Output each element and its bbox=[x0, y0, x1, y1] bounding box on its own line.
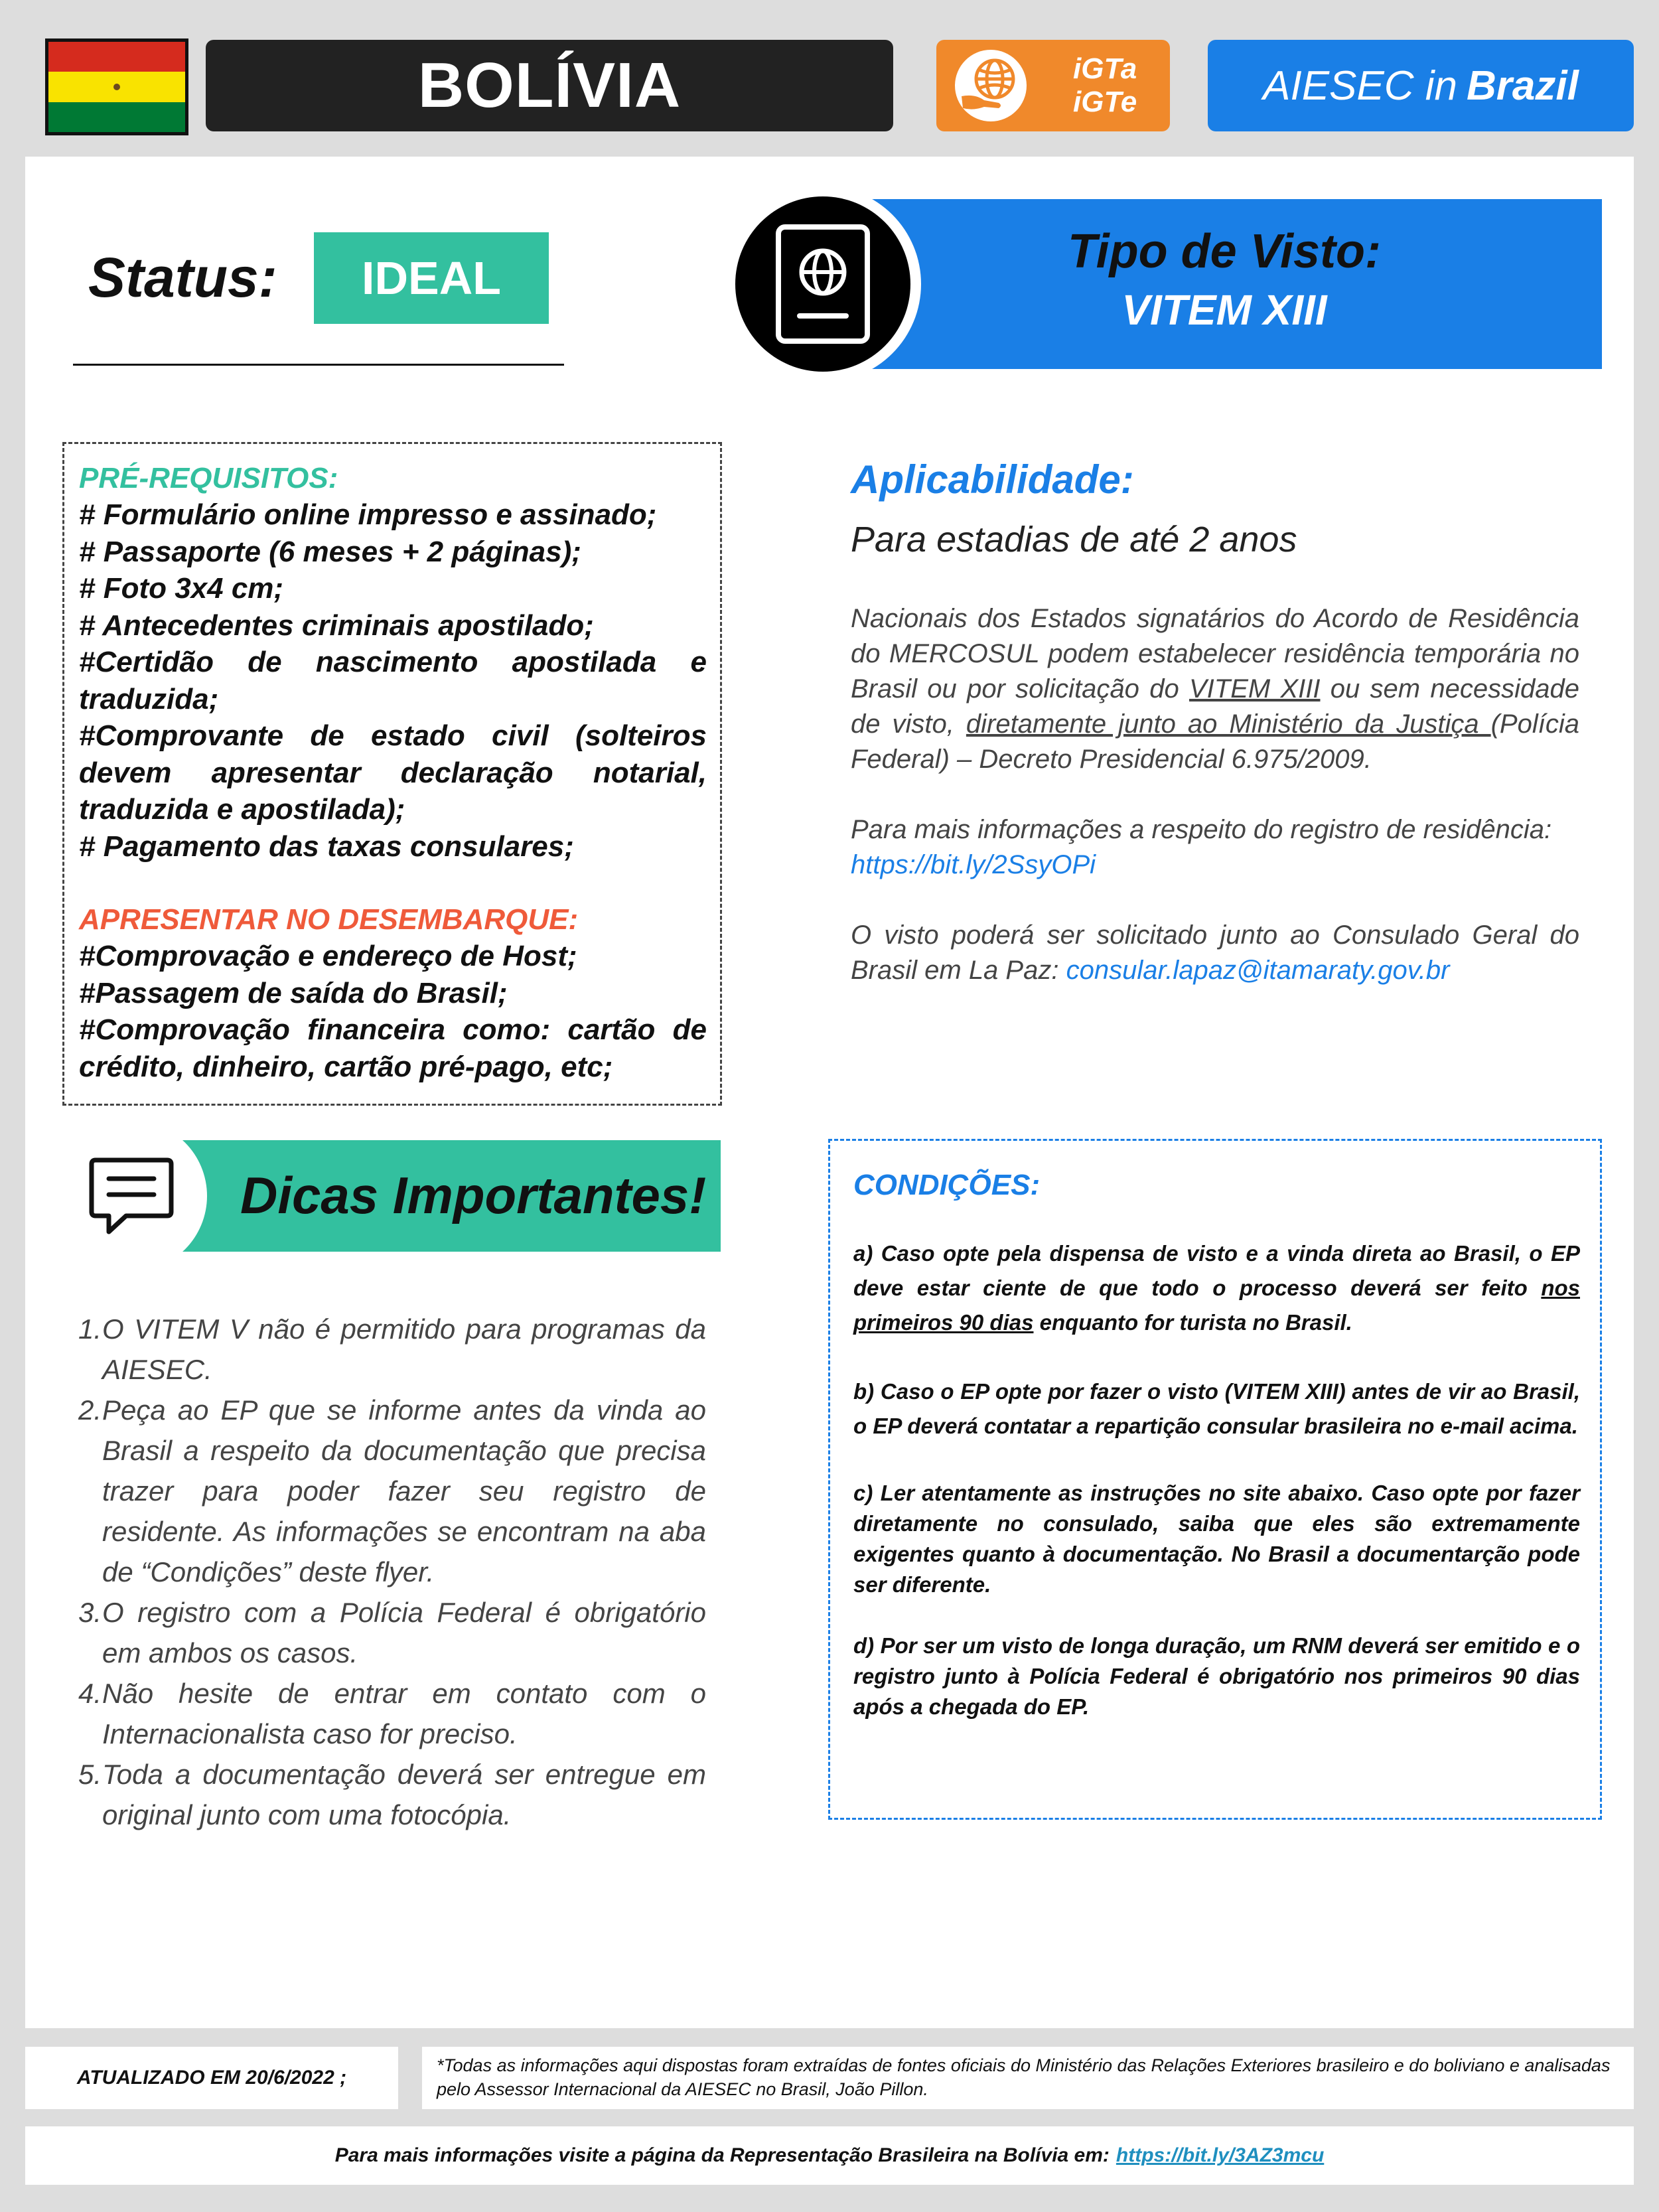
prerequisites-heading: PRÉ-REQUISITOS: bbox=[79, 462, 338, 494]
tips-title: Dicas Importantes! bbox=[240, 1166, 707, 1224]
applicability-paragraph: Nacionais dos Estados signatários do Acordo de Residência do MERCOSUL podem estabelecer residência temporária no Brasil ou por solicitação do VITEM XIII ou sem necessidade de visto, diretamente junto ao Ministério da Justiça (Polícia Federal) – Decreto Presidencial 6.975/2009. bbox=[851, 604, 1580, 774]
ministry-underline: diretamente junto ao Ministério da Justiça bbox=[966, 709, 1491, 739]
list-item: 3. O registro com a Polícia Federal é obrigatório em ambos os casos. bbox=[78, 1597, 706, 1668]
conditions-box bbox=[828, 1139, 1602, 1820]
applicability-body bbox=[851, 601, 1579, 1023]
status-label: Status: bbox=[88, 246, 277, 309]
org-prefix: AIESEC in bbox=[1263, 62, 1458, 109]
residence-info-link[interactable]: https://bit.ly/2SsyOPi bbox=[851, 850, 1096, 879]
tips-list bbox=[78, 1309, 706, 1835]
vitem-underline: VITEM XIII bbox=[1189, 674, 1321, 703]
program-line-2: iGTe bbox=[1073, 86, 1137, 118]
globe-hand-icon bbox=[955, 50, 1027, 121]
chat-bubble-icon bbox=[56, 1120, 207, 1272]
bolivia-flag-icon bbox=[45, 38, 188, 135]
more-info-bar bbox=[25, 2126, 1634, 2185]
list-item: 1. O VITEM V não é permitido para programas da AIESEC. bbox=[78, 1313, 706, 1385]
prerequisite-item: #Comprovante de estado civil (solteiros devem apresentar declaração notarial, traduzida e apostilada); bbox=[79, 719, 707, 826]
arrival-item: #Comprovação financeira como: cartão de crédito, dinheiro, cartão pré-pago, etc; bbox=[79, 1013, 707, 1083]
org-badge bbox=[1208, 40, 1634, 131]
list-item: 4. Não hesite de entrar em contato com o Internacionalista caso for preciso. bbox=[78, 1678, 706, 1749]
prerequisites-box bbox=[62, 442, 722, 1106]
applicability-title: Aplicabilidade: bbox=[851, 457, 1134, 502]
applicability-subtitle: Para estadias de até 2 anos bbox=[851, 520, 1297, 559]
prerequisite-item: # Formulário online impresso e assinado; bbox=[79, 498, 657, 531]
program-badge bbox=[936, 40, 1170, 131]
program-line-1: iGTa bbox=[1073, 52, 1137, 85]
visa-banner bbox=[847, 199, 1602, 369]
org-suffix: Brazil bbox=[1467, 62, 1579, 109]
visa-title: Tipo de Visto: bbox=[1067, 225, 1381, 278]
list-item: 2. Peça ao EP que se informe antes da vinda ao Brasil a respeito da documentação que precisa trazer para poder fazer seu registro de residente. As informações se encontram na aba de “Condições” deste flyer. bbox=[78, 1394, 706, 1587]
more-info-text: Para mais informações visite a página da Representação Brasileira na Bolívia em: bbox=[334, 2144, 1110, 2166]
consulate-email-link[interactable]: consular.lapaz@itamaraty.gov.br bbox=[1066, 956, 1450, 985]
condition-b: b) Caso o EP opte por fazer o visto (VITEM XIII) antes de vir ao Brasil, o EP deverá contatar a repartição consular brasileira no e-mail acima. bbox=[853, 1379, 1580, 1438]
condition-c: c) Ler atentamente as instruções no site abaixo. Caso opte por fazer diretamente no consulado, saiba que eles são extremamente exigentes quanto à documentação. No Brasil a documentarção pode ser diferente. bbox=[853, 1481, 1580, 1597]
status-badge: IDEAL bbox=[314, 232, 549, 324]
prerequisite-item: #Certidão de nascimento apostilada e traduzida; bbox=[79, 646, 707, 715]
disclaimer-note: *Todas as informações aqui dispostas foram extraídas de fontes oficiais do Ministério das Relações Exteriores brasileiro e do boliviano e analisadas pelo Assessor Internacional da AIESEC no Brasil, João Pillon. bbox=[422, 2047, 1634, 2109]
residence-info-paragraph: Para mais informações a respeito do registro de residência: https://bit.ly/2SsyOPi bbox=[851, 815, 1552, 879]
prerequisite-item: # Pagamento das taxas consulares; bbox=[79, 830, 574, 863]
arrival-item: #Passagem de saída do Brasil; bbox=[79, 976, 508, 1009]
list-item: 5. Toda a documentação deverá ser entregue em original junto com uma fotocópia. bbox=[78, 1759, 706, 1830]
embassy-link[interactable]: https://bit.ly/3AZ3mcu bbox=[1116, 2144, 1325, 2166]
country-title: BOLÍVIA bbox=[206, 40, 893, 131]
prerequisite-item: # Passaporte (6 meses + 2 páginas); bbox=[79, 535, 581, 568]
updated-date: ATUALIZADO EM 20/6/2022 ; bbox=[25, 2047, 398, 2109]
status-divider bbox=[73, 364, 564, 366]
prerequisite-item: # Antecedentes criminais apostilado; bbox=[79, 609, 594, 642]
condition-d: d) Por ser um visto de longa duração, um RNM deverá ser emitido e o registro junto à Polícia Federal é obrigatório nos primeiros 90 dias após a chegada do EP. bbox=[853, 1633, 1580, 1719]
passport-icon bbox=[735, 196, 910, 372]
arrival-heading: APRESENTAR NO DESEMBARQUE: bbox=[79, 903, 579, 936]
condition-a: a) Caso opte pela dispensa de visto e a vinda direta ao Brasil, o EP deve estar ciente de que todo o processo deverá ser feito nos primeiros 90 dias enquanto for turista no Brasil. bbox=[853, 1241, 1580, 1335]
consulate-paragraph: O visto poderá ser solicitado junto ao Consulado Geral do Brasil em La Paz: consular.lapaz@itamaraty.gov.br bbox=[851, 921, 1579, 985]
prerequisite-item: # Foto 3x4 cm; bbox=[79, 572, 284, 605]
visa-type: VITEM XIII bbox=[1121, 286, 1327, 334]
arrival-item: #Comprovação e endereço de Host; bbox=[79, 940, 577, 972]
conditions-heading: CONDIÇÕES: bbox=[853, 1169, 1041, 1201]
